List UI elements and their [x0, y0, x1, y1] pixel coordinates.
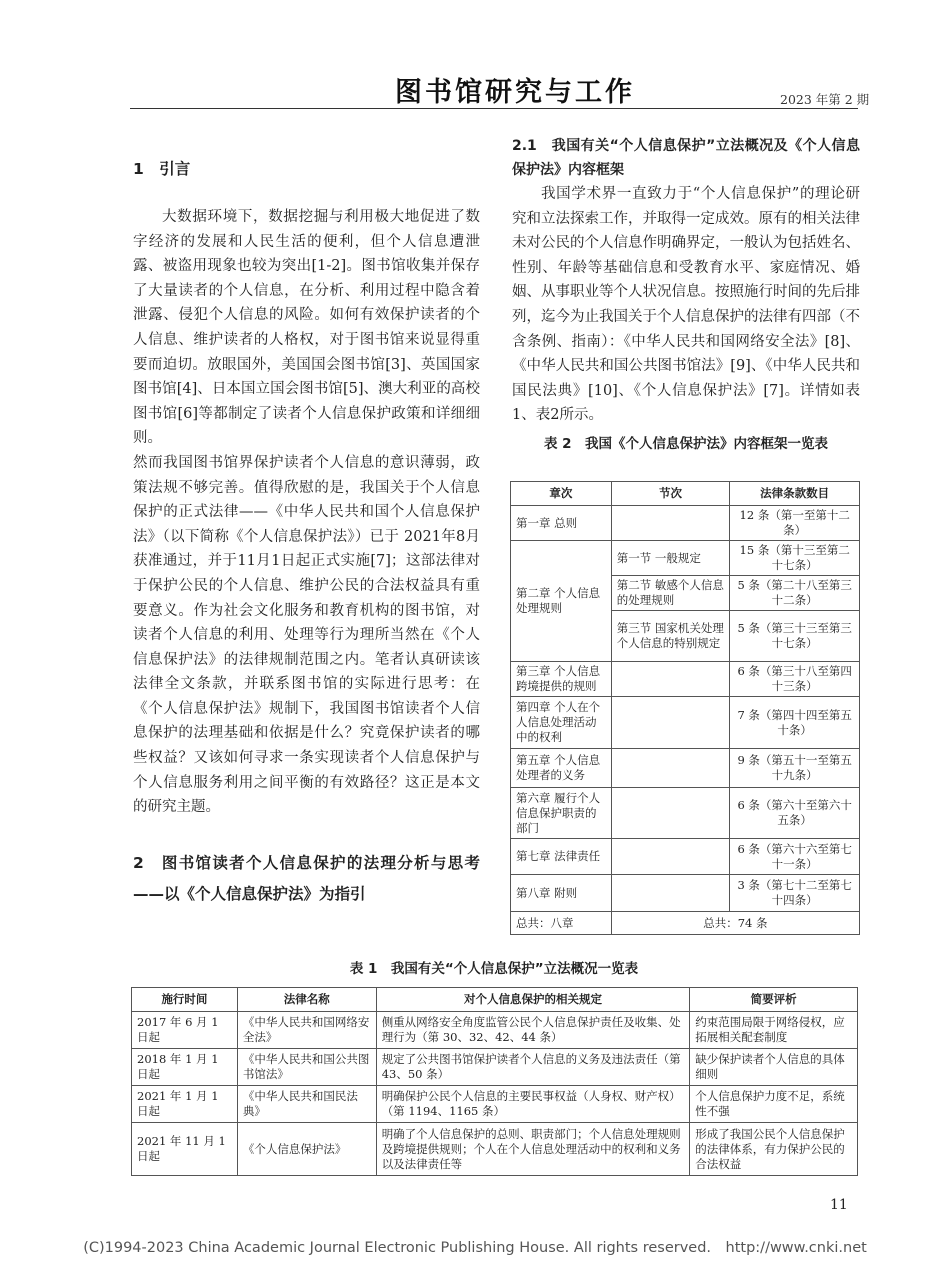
table-cell: 缺少保护读者个人信息的具体细则 — [690, 1049, 858, 1086]
table-cell: 7 条（第四十四至第五十条） — [730, 697, 860, 749]
table-cell: 明确保护公民个人信息的主要民事权益（人身权、财产权）（第 1194、1165 条） — [376, 1086, 690, 1123]
table-header-cell: 法律名称 — [237, 988, 376, 1012]
table-2 — [510, 481, 860, 935]
table-cell: 第八章 附则 — [511, 875, 612, 912]
table-cell: 第三节 国家机关处理个人信息的特别规定 — [611, 611, 730, 662]
table-header-cell: 法律条款数目 — [730, 482, 860, 506]
table-cell: 第一节 一般规定 — [611, 541, 730, 576]
table-cell: 2017 年 6 月 1 日起 — [132, 1012, 238, 1049]
table-cell: 《个人信息保护法》 — [237, 1123, 376, 1176]
table-cell: 第二节 敏感个人信息的处理规则 — [611, 576, 730, 611]
table-cell — [611, 697, 730, 749]
table-row — [511, 749, 860, 788]
section-2-1-heading: 2.1 我国有关“个人信息保护”立法概况及《个人信息保护法》内容框架 — [512, 138, 860, 178]
table-cell: 9 条（第五十一至第五十九条） — [730, 749, 860, 788]
table-cell: 第五章 个人信息处理者的义务 — [511, 749, 612, 788]
table-cell: 明确了个人信息保护的总则、职责部门；个人信息处理规则及跨境提供规则；个人在个人信息处理活动中的权利和义务以及法律责任等 — [376, 1123, 690, 1176]
table-cell: 侧重从网络安全角度监管公民个人信息保护责任及收集、处理行为（第 30、32、42、44 条） — [376, 1012, 690, 1049]
table-header-cell: 对个人信息保护的相关规定 — [376, 988, 690, 1012]
table-header-cell: 节次 — [611, 482, 730, 506]
table-row — [511, 697, 860, 749]
copyright-footer: (C)1994-2023 China Academic Journal Electronic Publishing House. All rights reserved. http://www.cnki.net — [83, 1240, 867, 1256]
table-cell: 第二章 个人信息处理规则 — [511, 541, 612, 662]
table-cell — [611, 506, 730, 541]
table-header-row — [132, 988, 858, 1012]
table-cell: 《中华人民共和国公共图书馆法》 — [237, 1049, 376, 1086]
table-row — [511, 506, 860, 541]
table-cell: 《中华人民共和国网络安全法》 — [237, 1012, 376, 1049]
journal-title: 图书馆研究与工作 — [395, 77, 635, 108]
table-cell: 2021 年 11 月 1 日起 — [132, 1123, 238, 1176]
table-cell: 《中华人民共和国民法典》 — [237, 1086, 376, 1123]
table-cell: 6 条（第六十至第六十五条） — [730, 788, 860, 839]
table-row — [511, 788, 860, 839]
table-row — [511, 541, 860, 576]
table-cell: 第三章 个人信息跨境提供的规则 — [511, 662, 612, 697]
table-cell: 2021 年 1 月 1 日起 — [132, 1086, 238, 1123]
table-cell: 6 条（第三十八至第四十三条） — [730, 662, 860, 697]
table-cell: 3 条（第七十二至第七十四条） — [730, 875, 860, 912]
table-1 — [131, 987, 858, 1176]
table-1-caption: 表 1 我国有关“个人信息保护”立法概况一览表 — [349, 961, 639, 977]
table-cell: 12 条（第一至第十二条） — [730, 506, 860, 541]
table-cell: 总共：74 条 — [611, 912, 859, 935]
table-header-cell: 章次 — [511, 482, 612, 506]
header-rule — [130, 108, 858, 109]
table-cell: 第四章 个人在个人信息处理活动中的权利 — [511, 697, 612, 749]
table-cell — [611, 788, 730, 839]
table-cell: 15 条（第十三至第二十七条） — [730, 541, 860, 576]
issue-label: 2023 年第 2 期 — [780, 92, 870, 107]
table-cell: 第七章 法律责任 — [511, 839, 612, 875]
left-column — [133, 156, 480, 910]
table-cell: 个人信息保护力度不足，系统性不强 — [690, 1086, 858, 1123]
table-cell: 2018 年 1 月 1 日起 — [132, 1049, 238, 1086]
table-cell: 6 条（第六十六至第七十一条） — [730, 839, 860, 875]
table-2-caption: 表 2 我国《个人信息保护法》内容框架一览表 — [543, 435, 829, 452]
table-cell: 规定了公共图书馆保护读者个人信息的义务及违法责任（第 43、50 条） — [376, 1049, 690, 1086]
table-row — [132, 1012, 858, 1049]
table-header-cell: 施行时间 — [132, 988, 238, 1012]
table-header-row — [511, 482, 860, 506]
table-cell — [611, 662, 730, 697]
table-cell: 形成了我国公民个人信息保护的法律体系，有力保护公民的合法权益 — [690, 1123, 858, 1176]
table-header-cell: 简要评析 — [690, 988, 858, 1012]
table-cell: 第六章 履行个人信息保护职责的部门 — [511, 788, 612, 839]
masthead — [0, 0, 950, 112]
intro-paragraph-continued: 然而我国图书馆界保护读者个人信息的意识薄弱，政策法规不够完善。值得欣慰的是，我国关于个人信息保护的正式法律——《中华人民共和国个人信息保护法》（以下简称《个人信息保护法》）已于 2021年8月获准通过，并于11月1日起正式实施[7]；这部法律对于保护公民的个人信息、维护公民的合法权益具有重要意义。作为社会文化服务和教育机构的图书馆，对读者个人信息的利用、处理等行为理所当然在《个人信息保护法》的法律规制范围之内。笔者认真研读该法律全文条款，并联系图书馆的实际进行思考：在《个人信息保护法》规制下，我国图书馆读者个人信息保护的法理基础和依据是什么？究竟保护读者的哪些权益？又该如何寻求一条实现读者个人信息保护与个人信息服务利用之间平衡的有效路径？这正是本文的研究主题。 — [133, 454, 480, 816]
table-cell — [611, 839, 730, 875]
table-row — [511, 875, 860, 912]
section-2-1-paragraph: 我国学术界一直致力于“个人信息保护”的理论研究和立法探索工作，并取得一定成效。原有的相关法律未对公民的个人信息作明确界定，一般认为包括姓名、性别、年龄等基础信息和受教育水平、家庭情况、婚姻、从事职业等个人状况信息。按照施行时间的先后排列，迄今为止我国关于个人信息保护的法律有四部（不含条例、指南）：《中华人民共和国网络安全法》[8]、《中华人民共和国公共图书馆法》[9]、《中华人民共和国民法典》[10]、《个人信息保护法》[7]。详情如表1、表2所示。 — [512, 186, 860, 424]
table-cell — [611, 875, 730, 912]
section-2-heading: 2 图书馆读者个人信息保护的法理分析与思考——以《个人信息保护法》为指引 — [133, 853, 480, 903]
right-column — [512, 134, 860, 454]
table-cell: 5 条（第三十三至第三十七条） — [730, 611, 860, 662]
table-cell: 第一章 总则 — [511, 506, 612, 541]
table-row — [511, 839, 860, 875]
table-cell: 约束范围局限于网络侵权，应拓展相关配套制度 — [690, 1012, 858, 1049]
table-cell: 5 条（第二十八至第三十二条） — [730, 576, 860, 611]
table-row — [132, 1086, 858, 1123]
table-row — [511, 662, 860, 697]
intro-paragraph: 大数据环境下，数据挖掘与利用极大地促进了数字经济的发展和人民生活的便利，但个人信息遭泄露、被盗用现象也较为突出[1-2]。图书馆收集并保存了大量读者的个人信息，在分析、利用过程中隐含着泄露、侵犯个人信息的风险。如何有效保护读者的个人信息、维护读者的人格权，对于图书馆来说显得重要而迫切。放眼国外，美国国会图书馆[3]、英国国家图书馆[4]、日本国立国会图书馆[5]、澳大利亚的高校图书馆[6]等都制定了读者个人信息保护政策和详细细则。 — [133, 209, 480, 447]
table-row — [132, 1123, 858, 1176]
page-number: 11 — [830, 1197, 848, 1213]
table-total-row — [511, 912, 860, 935]
table-cell — [611, 749, 730, 788]
table-cell: 总共：八章 — [511, 912, 612, 935]
section-1-heading: 1 引言 — [133, 160, 191, 178]
table-row — [132, 1049, 858, 1086]
